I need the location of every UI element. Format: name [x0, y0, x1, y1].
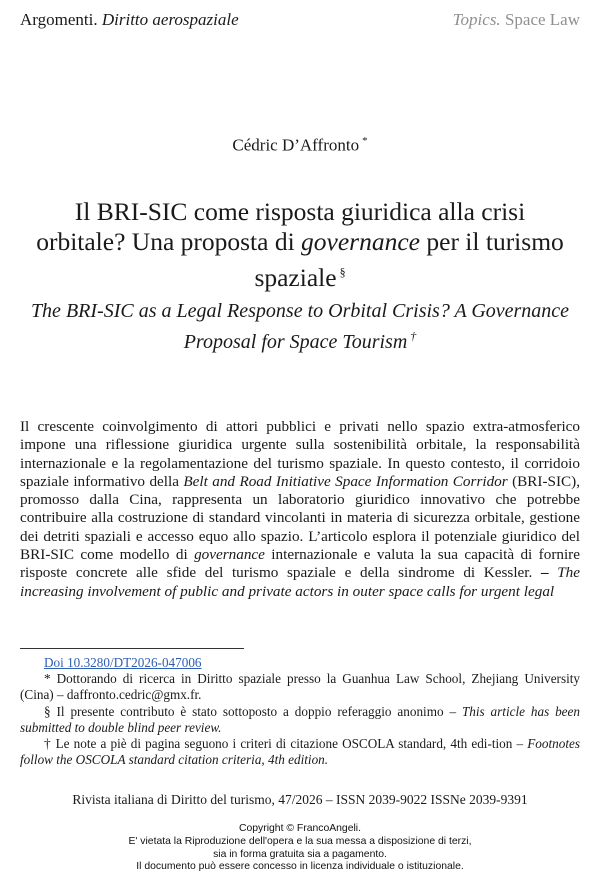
abstract-english: The increasing involvement of public and private actors in outer space calls for urgent legal: [20, 564, 580, 600]
author-name: Cédric D’Affronto: [232, 135, 360, 155]
title-italian: Il BRI-SIC come risposta giuridica alla crisi orbitale? Una proposta di governance per il turismo spaziale §: [36, 197, 564, 292]
copyright-line: E' vietata la Riproduzione dell'opera e la sua messa a disposizione di terzi,: [128, 835, 472, 847]
header-left: Argomenti. Diritto aerospaziale: [20, 10, 239, 29]
author-footnote-marker: *: [362, 135, 368, 147]
footnote-author: * Dottorando di ricerca in Diritto spaziale presso la Guanhua Law School, Zhejiang University (Cina) – daffronto.cedric@gmx.fr.: [20, 671, 580, 703]
journal-citation: Rivista italiana di Diritto del turismo, 47/2026 – ISSN 2039-9022 ISSNe 2039-9391: [72, 792, 528, 807]
title-en-footnote-marker: †: [410, 329, 417, 343]
footnote-citation: † Le note a piè di pagina seguono i criteri di citazione OSCOLA standard, 4th edi-tion – Footnotes follow the OSCOLA standard citation criteria, 4th edition.: [20, 736, 580, 768]
footnotes: [20, 655, 580, 768]
copyright-notice: [0, 823, 600, 874]
footnote-review: § Il presente contributo è stato sottoposto a doppio referaggio anonimo – This article has been submitted to double blind peer review.: [20, 703, 580, 735]
abstract: Il crescente coinvolgimento di attori pubblici e privati nello spazio extra-atmosferico impone una riflessione giuridica urgente sulla sostenibilità orbitale, la responsabilità internazionale e la regolamentazione del turismo spaziale. In questo contesto, il corridoio spaziale informativo della Belt and Road Initiative Space Information Corridor (BRI-SIC), promosso dalla Cina, rappresenta un laboratorio giuridico innovativo che potrebbe contribuire alla costruzione di standard vincolanti in materia di sicurezza orbitale, gestione dei detriti spaziali e accesso equo allo spazio. L’articolo esplora il potenziale giuridico del BRI-SIC come modello di governance internazionale e valuta la sua capacità di fornire risposte concrete alle sfide del turismo spaziale e della sindrome di Kessler. – The increasing involvement of public and private actors in outer space calls for urgent legal: [20, 418, 580, 600]
title-english: The BRI-SIC as a Legal Response to Orbital Crisis? A Governance Proposal for Space Tourism †: [30, 300, 570, 353]
copyright-line: sia in forma gratuita sia a pagamento.: [213, 848, 387, 860]
footnote-separator: [20, 648, 244, 649]
copyright-line: Il documento può essere concesso in licenza individuale o istituzionale.: [136, 861, 464, 873]
running-header: [20, 10, 580, 34]
abstract-dash: –: [540, 564, 549, 582]
header-right: Topics. Space Law: [452, 10, 580, 29]
copyright-line: Copyright © FrancoAngeli.: [238, 823, 361, 834]
author-line: [0, 135, 600, 156]
title-footnote-marker: §: [339, 265, 346, 279]
doi-link[interactable]: Doi 10.3280/DT2026-047006: [44, 655, 202, 670]
